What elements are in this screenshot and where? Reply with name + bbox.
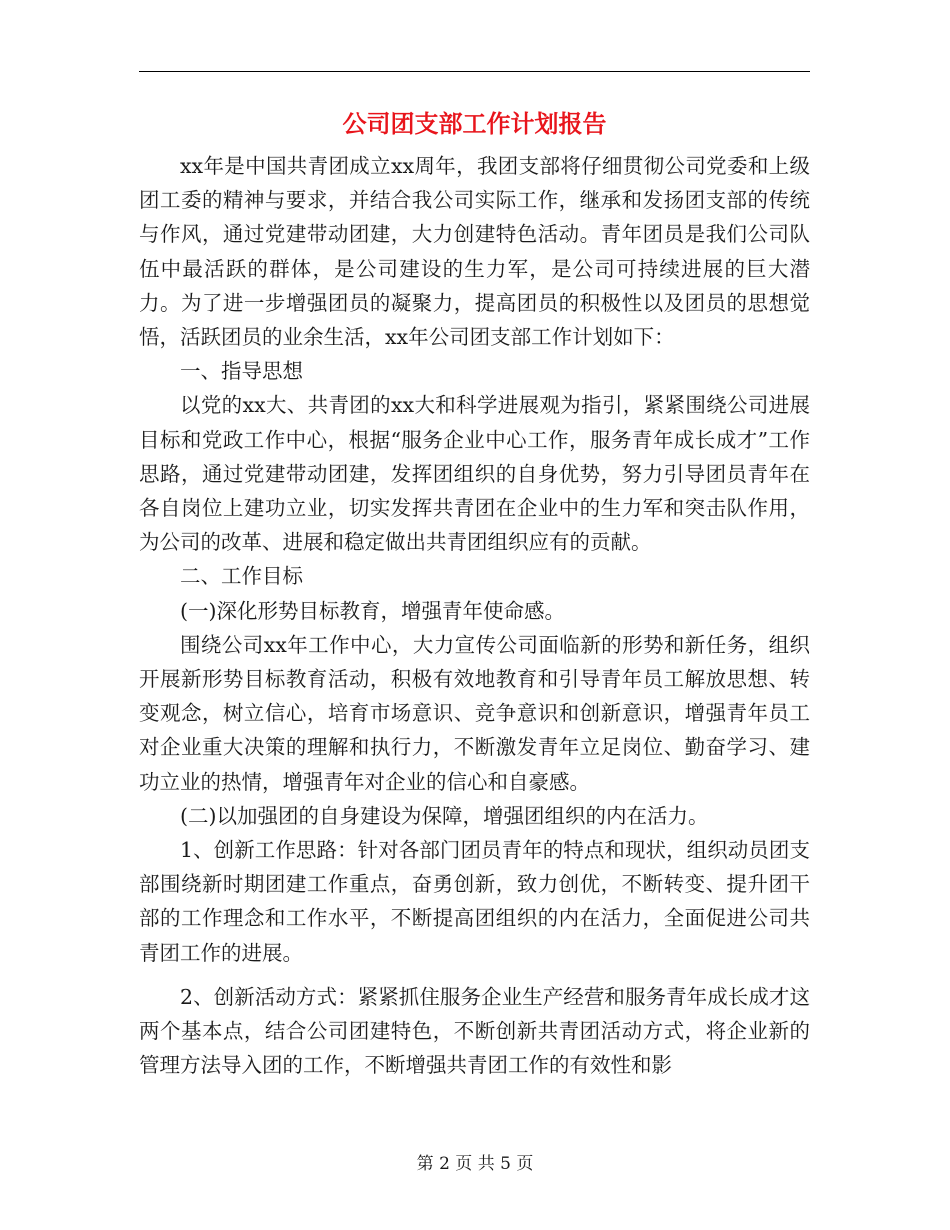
subheading-goal-2: (二)以加强团的自身建设为保障，增强团组织的内在活力。 xyxy=(180,803,709,828)
section-heading-guiding-ideology: 一、指导思想 xyxy=(180,359,303,384)
section-heading-work-goals: 二、工作目标 xyxy=(180,564,303,589)
document-body xyxy=(139,149,810,1082)
page-number-footer: 第 2 页 共 5 页 xyxy=(416,1154,534,1174)
header-rule xyxy=(139,71,810,72)
subheading-goal-1: (一)深化形势目标教育，增强青年使命感。 xyxy=(180,598,565,623)
document-title: 公司团支部工作计划报告 xyxy=(342,109,607,138)
paragraph-goal-1: 围绕公司xx年工作中心，大力宣传公司面临新的形势和新任务，组织开展新形势目标教育活动，积极有效地教育和引导青年员工解放思想、转变观念，树立信心，培育市场意识、竞争意识和创新意识，增强青年员工对企业重大决策的理解和执行力，不断激发青年立足岗位、勤奋学习、建功立业的热情，增强青年对企业的信心和自豪感。 xyxy=(139,632,810,794)
paragraph-guiding-ideology: 以党的xx大、共青团的xx大和科学进展观为指引，紧紧围绕公司进展目标和党政工作中心，根据“服务企业中心工作，服务青年成长成才”工作思路，通过党建带动团建，发挥团组织的自身优势，努力引导团员青年在各自岗位上建功立业，切实发挥共青团在企业中的生力军和突击队作用，为公司的改革、进展和稳定做出共青团组织应有的贡献。 xyxy=(139,393,810,555)
paragraph-innovate-activities: 2、创新活动方式：紧紧抓住服务企业生产经营和服务青年成长成才这两个基本点，结合公司团建特色，不断创新共青团活动方式，将企业新的管理方法导入团的工作，不断增强共青团工作的有效性和影 xyxy=(139,984,810,1078)
paragraph-innovate-thinking: 1、创新工作思路：针对各部门团员青年的特点和现状，组织动员团支部围绕新时期团建工作重点，奋勇创新，致力创优，不断转变、提升团干部的工作理念和工作水平，不断提高团组织的内在活力，全面促进公司共青团工作的进展。 xyxy=(139,838,810,965)
paragraph-intro: xx年是中国共青团成立xx周年，我团支部将仔细贯彻公司党委和上级团工委的精神与要求，并结合我公司实际工作，继承和发扬团支部的传统与作风，通过党建带动团建，大力创建特色活动。青年团员是我们公司队伍中最活跃的群体，是公司建设的生力军，是公司可持续进展的巨大潜力。为了进一步增强团员的凝聚力，提高团员的积极性以及团员的思想觉悟，活跃团员的业余生活，xx年公司团支部工作计划如下： xyxy=(139,154,810,350)
